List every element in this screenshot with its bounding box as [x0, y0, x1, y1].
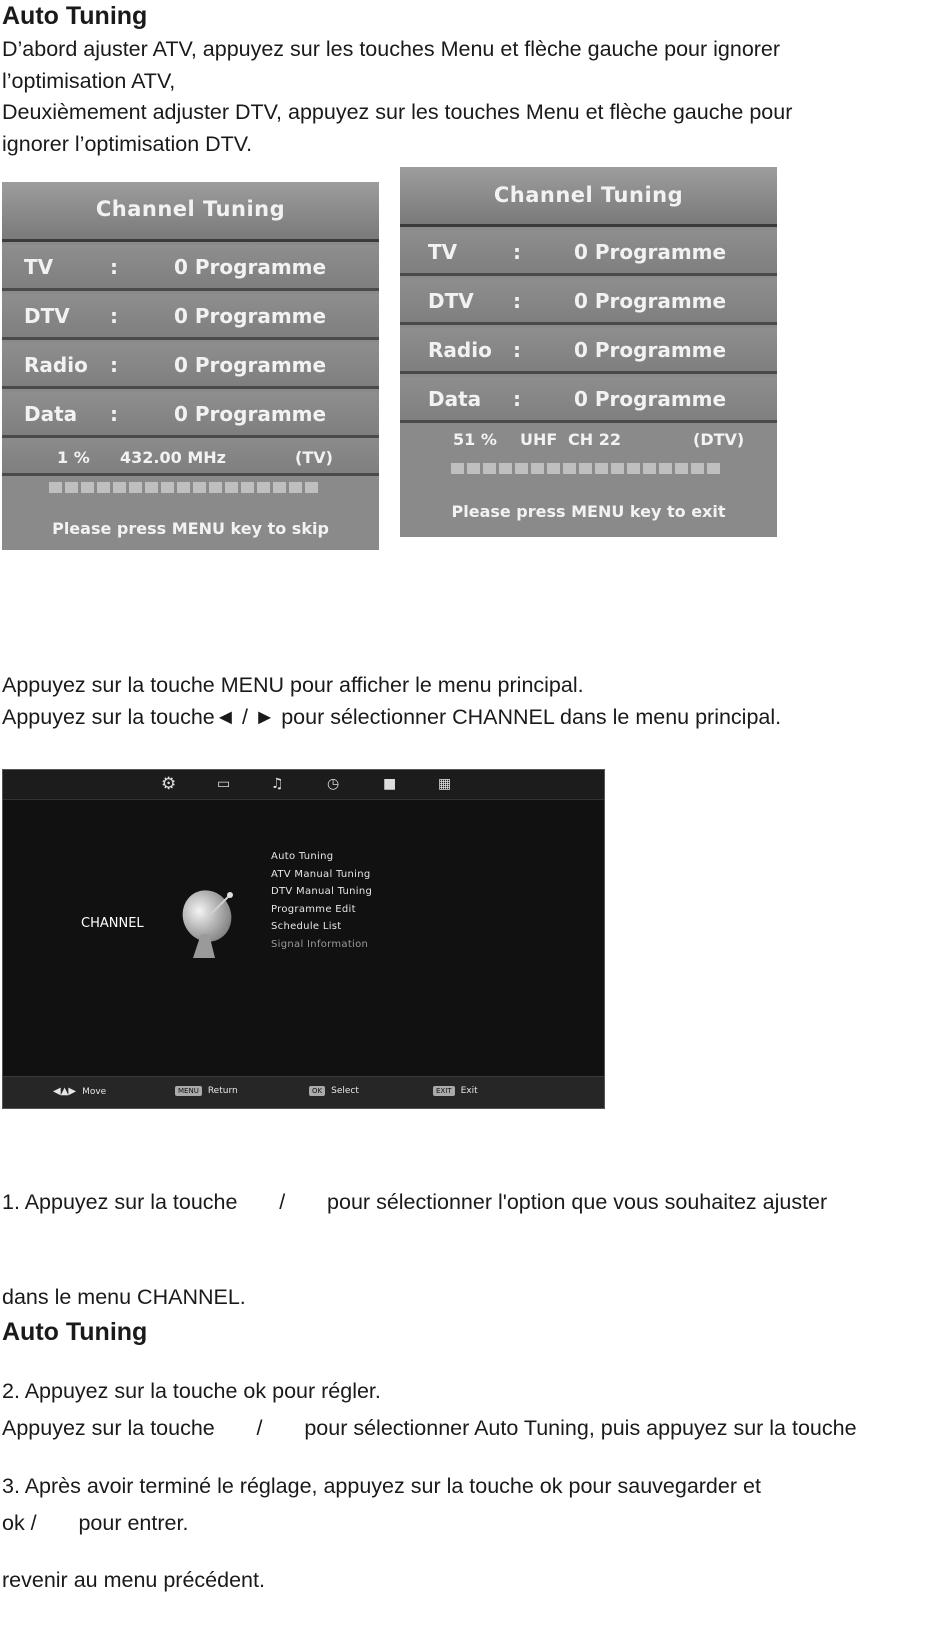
row-value: 0 Programme: [574, 338, 727, 362]
scan-percent: 1 %: [57, 448, 90, 467]
footer-label: Select: [331, 1086, 359, 1096]
scan-frequency: 432.00 MHz: [120, 448, 226, 467]
text-line: ignorer l’optimisation DTV.: [2, 131, 253, 156]
count-row-tv: [2, 245, 379, 291]
gear-icon[interactable]: ⚙: [161, 774, 177, 794]
channel-tuning-screen-dtv: [400, 167, 777, 537]
row-label: DTV: [428, 289, 474, 313]
skip-hint: Please press MENU key to skip: [52, 519, 329, 538]
footer-label: Return: [207, 1086, 238, 1096]
channel-tuning-screen-atv: [2, 182, 379, 550]
footer-move: [53, 1086, 106, 1097]
channel-menu-list: [271, 848, 372, 953]
row-separator: :: [513, 338, 521, 362]
text-line: ok / pour entrer.: [2, 1510, 189, 1535]
footer-return: [175, 1086, 238, 1096]
exit-hint: Please press MENU key to exit: [451, 502, 726, 521]
menu-item-schedule-list[interactable]: Schedule List: [271, 921, 342, 932]
row-value: 0 Programme: [574, 240, 727, 264]
text-line: 1. Appuyez sur la touche / pour sélectionner l'option que vous souhaitez ajuster: [2, 1190, 828, 1214]
scan-channel: CH 22: [568, 430, 621, 449]
scan-progress-bar: [451, 463, 720, 474]
section-heading-auto-tuning-2: Auto Tuning: [2, 1318, 148, 1346]
lock-icon[interactable]: ■: [383, 776, 397, 792]
row-label: Data: [428, 387, 482, 411]
menu-instructions: [2, 670, 781, 733]
screen-title: Channel Tuning: [493, 183, 684, 207]
main-menu-screen: [2, 769, 605, 1109]
scan-progress-bar: [49, 482, 318, 493]
scan-mode: (DTV): [693, 430, 745, 449]
text-line: dans le menu CHANNEL.: [2, 1284, 246, 1309]
row-label: Radio: [24, 353, 88, 377]
row-separator: :: [513, 387, 521, 411]
text-line: revenir au menu précédent.: [2, 1568, 265, 1592]
exit-key-icon: EXIT: [433, 1086, 455, 1096]
text-line: Appuyez sur la touche / pour sélectionner Auto Tuning, puis appuyez sur la touche: [2, 1416, 857, 1440]
count-row-radio: [2, 343, 379, 389]
row-value: 0 Programme: [174, 304, 327, 328]
menu-category-bar: [3, 770, 604, 800]
text-line: l’optimisation ATV,: [2, 68, 176, 93]
ok-key-icon: OK: [309, 1086, 325, 1096]
row-label: DTV: [24, 304, 70, 328]
row-separator: :: [110, 402, 118, 426]
text-line: Appuyez sur la touche MENU pour afficher le menu principal.: [2, 673, 584, 697]
menu-item-auto-tuning[interactable]: Auto Tuning: [271, 851, 334, 862]
monitor-icon[interactable]: ▭: [217, 776, 231, 792]
text-line: Deuxièmement adjuster DTV, appuyez sur les touches Menu et flèche gauche pour: [2, 100, 793, 124]
row-label: TV: [24, 255, 54, 279]
count-row-dtv: [2, 294, 379, 340]
auto-tuning-paragraph: [2, 1350, 857, 1571]
screen-title: Channel Tuning: [95, 197, 286, 221]
row-label: Data: [24, 402, 78, 426]
row-value: 0 Programme: [174, 255, 327, 279]
satellite-dish-icon: [171, 882, 251, 962]
menu-item-dtv-manual-tuning[interactable]: DTV Manual Tuning: [271, 886, 373, 897]
row-separator: :: [110, 304, 118, 328]
count-row-radio: [400, 328, 777, 374]
row-separator: :: [110, 353, 118, 377]
footer-exit: [433, 1086, 478, 1096]
menu-key-icon: MENU: [175, 1086, 202, 1096]
footer-label: Exit: [460, 1086, 478, 1096]
grid-icon[interactable]: ▦: [438, 776, 452, 792]
row-separator: :: [513, 240, 521, 264]
scan-mode: (TV): [295, 448, 333, 467]
menu-item-signal-information[interactable]: Signal Information: [271, 938, 369, 950]
move-arrows-icon: ◀▲▶: [53, 1086, 77, 1097]
footer-select: [309, 1086, 359, 1096]
clock-icon[interactable]: ◷: [327, 776, 340, 792]
row-separator: :: [513, 289, 521, 313]
menu-footer-bar: [3, 1076, 604, 1108]
menu-item-atv-manual-tuning[interactable]: ATV Manual Tuning: [271, 868, 371, 880]
scan-percent: 51 %: [453, 430, 497, 449]
row-label: TV: [428, 240, 458, 264]
row-value: 0 Programme: [574, 387, 727, 411]
text-line: Appuyez sur la touche◄ / ► pour sélectionner CHANNEL dans le menu principal.: [2, 704, 782, 729]
menu-category-label: CHANNEL: [81, 916, 144, 931]
row-separator: :: [110, 255, 118, 279]
intro-paragraph: [2, 34, 792, 160]
section-heading-auto-tuning: Auto Tuning: [2, 2, 148, 30]
music-note-icon[interactable]: ♫: [271, 776, 284, 792]
scan-band: UHF: [520, 430, 558, 449]
row-label: Radio: [428, 338, 492, 362]
count-row-dtv: [400, 279, 777, 325]
row-value: 0 Programme: [574, 289, 727, 313]
count-row-tv: [400, 230, 777, 276]
menu-item-programme-edit[interactable]: Programme Edit: [271, 903, 356, 915]
count-row-data: [400, 377, 777, 423]
count-row-data: [2, 392, 379, 438]
row-value: 0 Programme: [174, 353, 327, 377]
text-line: 3. Après avoir terminé le réglage, appuyez sur la touche ok pour sauvegarder et: [2, 1473, 761, 1498]
text-line: 2. Appuyez sur la touche ok pour régler.: [2, 1379, 381, 1403]
text-line: D’abord ajuster ATV, appuyez sur les touches Menu et flèche gauche pour ignorer: [2, 37, 781, 61]
footer-label: Move: [82, 1087, 107, 1097]
row-value: 0 Programme: [174, 402, 327, 426]
